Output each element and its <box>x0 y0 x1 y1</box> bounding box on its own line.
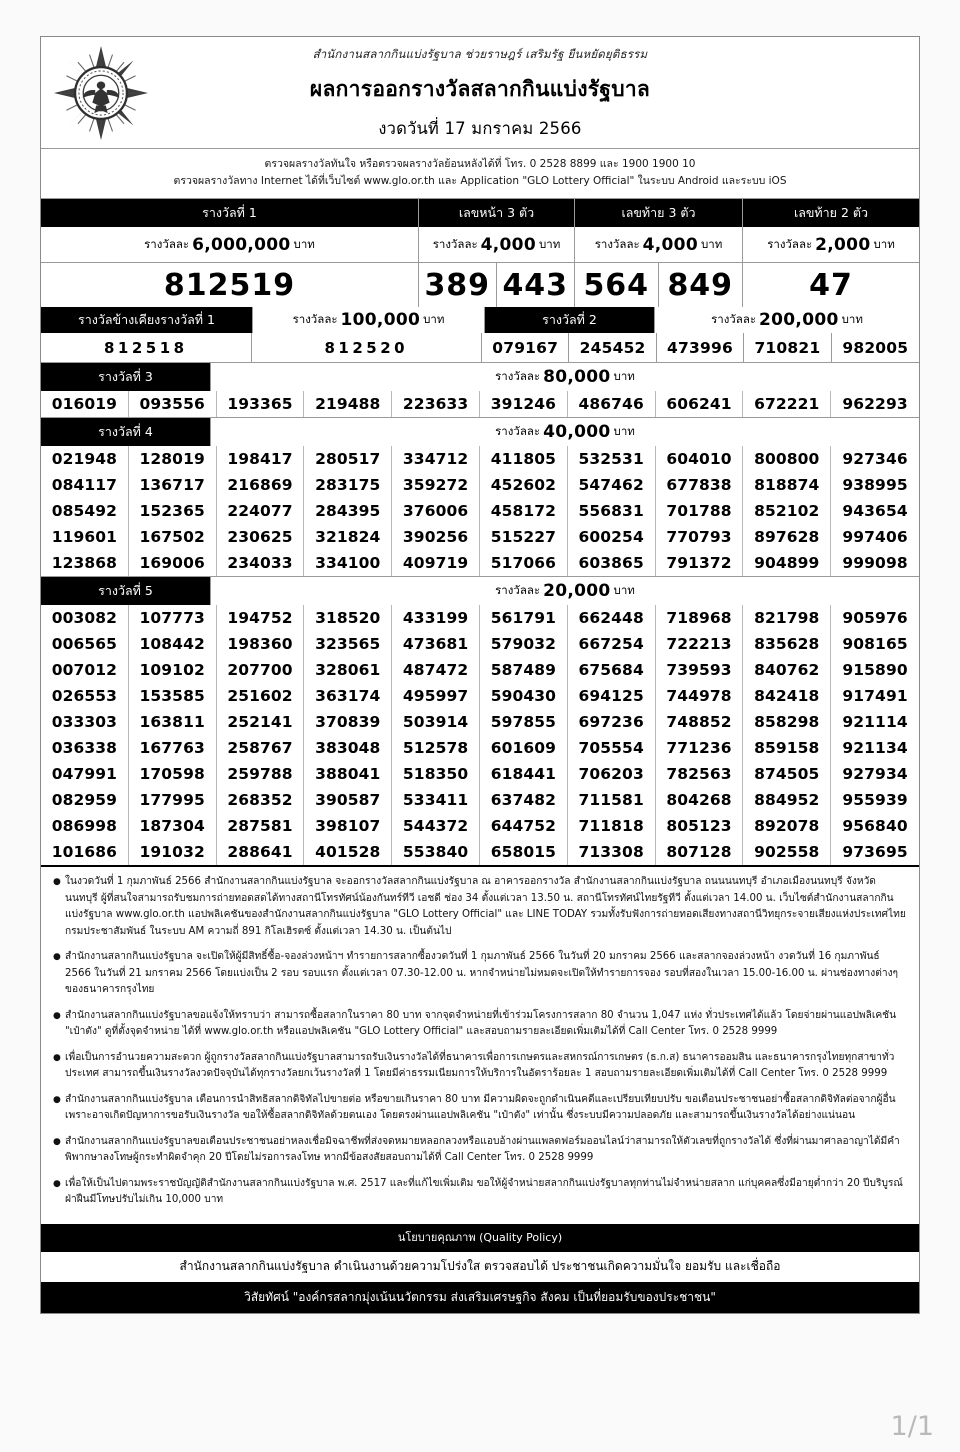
prize-number-cell: 136717 <box>129 472 217 498</box>
prize-number-cell: 579032 <box>480 631 568 657</box>
prize-number-cell: 677838 <box>656 472 744 498</box>
note-item <box>53 874 907 940</box>
note-item <box>53 949 907 999</box>
bullet-icon: ● <box>53 1010 61 1021</box>
last3-amount-suffix: บาท <box>700 236 723 251</box>
note-text: ในงวดวันที่ 1 กุมภาพันธ์ 2566 สำนักงานสลากกินแบ่งรัฐบาล จะออกรางวัลสลากกินแบ่งรัฐบาล ณ อาคารออกรางวัล สำนักงานสลากกินแบ่งรัฐบาล ถนนนนทบุรี อำเภอเมืองนนทบุรี จังหวัดนนทบุรี ผู้ที่สนใจสามารถรับชมการถ่ายทอดสดได้ทางสถานีโทรทัศน์น้องกันทร์ทีวี เอชดี ช่อง 34 ตั้งแต่เวลา 13.50 น. สถานีโทรทัศน์ไทยรัฐทีวี ตั้งแต่เวลา 14.00 น. เว็บไซต์สำนักงานสลากกินแบ่งรัฐบาล www.glo.or.th แอปพลิเคชันของสำนักงานสลากกินแบ่งรัฐบาล "GLO Lottery Official" และ LINE TODAY รวมทั้งรับฟังการถ่ายทอดเสียงทางสถานีวิทยุกระจายเสียงแห่งประเทศไทย กรมประชาสัมพันธ์ ในระบบ AM ความถี่ 891 กิโลเฮิรตซ์ ตั้งแต่เวลา 14.30 น. เป็นต้นไป <box>65 876 906 937</box>
prize-number-cell: 701788 <box>656 498 744 524</box>
prize-number-cell: 334712 <box>392 446 480 472</box>
prize-number-cell: 874505 <box>743 761 831 787</box>
lottery-result-sheet <box>40 36 920 1314</box>
prize-number-cell: 085492 <box>41 498 129 524</box>
contact-internet-line: ตรวจผลรางวัลทาง Internet ได้ที่เว็บไซต์ www.glo.or.th และ Application "GLO Lottery Official" ในระบบ Android และระบบ iOS <box>173 175 787 187</box>
top-band-header-row <box>41 199 919 227</box>
prize-number-cell: 884952 <box>743 787 831 813</box>
prize5-number-grid <box>41 605 919 865</box>
prize-number-cell: 318520 <box>304 605 392 631</box>
prize-number-cell: 288641 <box>217 839 305 865</box>
prize-number-cell: 858298 <box>743 709 831 735</box>
prize-number-cell: 770793 <box>656 524 744 550</box>
last2-amount-prefix: รางวัลละ <box>767 236 813 251</box>
prize-number-cell: 748852 <box>656 709 744 735</box>
prize-number-cell: 006565 <box>41 631 129 657</box>
prize-number-cell: 284395 <box>304 498 392 524</box>
prize5-amount <box>211 577 919 605</box>
prize-number-cell: 194752 <box>217 605 305 631</box>
prize-number-cell: 163811 <box>129 709 217 735</box>
prize1-header: รางวัลที่ 1 <box>41 199 419 227</box>
prize2-amount-suffix: บาท <box>841 312 863 326</box>
prize3-header-row <box>41 363 919 391</box>
note-text: สำนักงานสลากกินแบ่งรัฐบาลขอเตือนประชาชนอย่าหลงเชื่อมิจฉาชีพที่ส่งจดหมายหลอกลวงหรือแอบอ้างผ่านแพลตฟอร์มออนไลน์ว่าสามารถให้ตัวเลขที่ถูกรางวัลได้ ซึ่งที่ผ่านมาศาลอาญาได้มีคำพิพากษาลงโทษผู้กระทำผิดจำคุก 20 ปีโดยไม่รอการลงโทษ หากมีข้อสงสัยสอบถามได้ที่ Call Center โทร. 0 2528 9999 <box>65 1135 900 1163</box>
prize-number-cell: 662448 <box>568 605 656 631</box>
last3-numbers <box>575 263 743 307</box>
prize-number-cell: 223633 <box>392 391 480 417</box>
adjacent-amount-prefix: รางวัลละ <box>292 312 338 326</box>
prize5-header: รางวัลที่ 5 <box>41 577 211 605</box>
prize-number-cell: 452602 <box>480 472 568 498</box>
prize-number-cell: 905976 <box>842 609 908 627</box>
adjacent-prize2-number-row <box>41 333 919 363</box>
prize-number-cell: 999098 <box>842 554 908 572</box>
last3-header: เลขท้าย 3 ตัว <box>575 199 743 227</box>
prize-number-cell: 107773 <box>129 605 217 631</box>
prize-number-cell: 744978 <box>656 683 744 709</box>
prize-number-cell: 711818 <box>568 813 656 839</box>
prize2-number-4: 710821 <box>744 333 831 362</box>
prize-number-cell: 108442 <box>129 631 217 657</box>
prize-number-cell: 908165 <box>842 635 908 653</box>
prize-number-cell: 938995 <box>842 476 908 494</box>
top-band-amount-row <box>41 227 919 263</box>
prize-number-cell: 128019 <box>129 446 217 472</box>
adjacent-amount-suffix: บาท <box>423 312 445 326</box>
prize-number-cell: 219488 <box>304 391 392 417</box>
prize-number-cell: 370839 <box>304 709 392 735</box>
prize-number-cell: 518350 <box>392 761 480 787</box>
prize4-number-grid <box>41 446 919 577</box>
prize-number-cell: 390587 <box>304 787 392 813</box>
prize-number-cell: 667254 <box>568 631 656 657</box>
prize-number-cell: 917491 <box>842 687 908 705</box>
prize-number-cell: 167502 <box>129 524 217 550</box>
prize-number-cell: 672221 <box>743 391 831 417</box>
prize-number-cell: 718968 <box>656 605 744 631</box>
prize4-header: รางวัลที่ 4 <box>41 418 211 446</box>
prize-number-cell: 859158 <box>743 735 831 761</box>
prize-number-cell: 123868 <box>41 550 129 576</box>
front3-header: เลขหน้า 3 ตัว <box>419 199 575 227</box>
prize2-header: รางวัลที่ 2 <box>485 307 655 333</box>
page-number: 1/1 <box>890 1411 934 1442</box>
prize1-amount-value: 6,000,000 <box>192 234 291 255</box>
prize4-amount-suffix: บาท <box>613 424 635 438</box>
prize-number-cell: 821798 <box>743 605 831 631</box>
prize-number-cell: 597855 <box>480 709 568 735</box>
adjacent-amount <box>253 307 485 333</box>
prize-number-cell: 230625 <box>217 524 305 550</box>
prize-number-cell: 487472 <box>392 657 480 683</box>
prize-number-cell: 807128 <box>656 839 744 865</box>
last3-number-1: 564 <box>575 263 659 307</box>
prize-number-cell: 047991 <box>41 761 129 787</box>
prize-number-cell: 658015 <box>480 839 568 865</box>
prize-number-cell: 892078 <box>743 813 831 839</box>
note-item <box>53 1134 907 1167</box>
bullet-icon: ● <box>53 877 61 887</box>
prize1-amount-prefix: รางวัลละ <box>144 236 190 251</box>
prize-number-cell: 287581 <box>217 813 305 839</box>
prize-number-cell: 675684 <box>568 657 656 683</box>
prize-number-cell: 915890 <box>842 661 908 679</box>
prize-number-cell: 553840 <box>392 839 480 865</box>
prize-number-cell: 252141 <box>217 709 305 735</box>
prize-number-cell: 207700 <box>217 657 305 683</box>
prize-number-cell: 706203 <box>568 761 656 787</box>
prize-number-cell: 556831 <box>568 498 656 524</box>
adjacent-number-1: 812518 <box>41 333 252 362</box>
last3-amount <box>575 227 743 262</box>
front3-amount-prefix: รางวัลละ <box>432 236 478 251</box>
last2-amount-suffix: บาท <box>873 236 895 251</box>
prize-number-cell: 694125 <box>568 683 656 709</box>
prize-number-cell: 927346 <box>842 450 908 468</box>
prize-number-cell: 198360 <box>217 631 305 657</box>
prize-number-cell: 026553 <box>41 683 129 709</box>
prize-number-cell: 003082 <box>41 605 129 631</box>
bullet-icon: ● <box>53 952 61 962</box>
front3-number-2: 443 <box>497 263 575 307</box>
prize-number-cell: 167763 <box>129 735 217 761</box>
note-item <box>53 1050 907 1083</box>
bullet-icon: ● <box>53 1052 61 1063</box>
prize-number-cell: 191032 <box>129 839 217 865</box>
prize5-amount-prefix: รางวัลละ <box>495 583 541 597</box>
prize2-number-5: 982005 <box>832 333 919 362</box>
prize-number-cell: 618441 <box>480 761 568 787</box>
prize-number-cell: 033303 <box>41 709 129 735</box>
prize-number-cell: 473681 <box>392 631 480 657</box>
prize2-amount-value: 200,000 <box>759 310 839 330</box>
contact-phone-line: ตรวจผลรางวัลทันใจ หรือตรวจผลรางวัลย้อนหลังได้ที่ โทร. 0 2528 8899 และ 1900 1900 10 <box>264 158 696 170</box>
prize-number-cell: 376006 <box>392 498 480 524</box>
prize-number-cell: 902558 <box>743 839 831 865</box>
prize-number-cell: 109102 <box>129 657 217 683</box>
prize5-header-row <box>41 577 919 605</box>
prize3-amount-suffix: บาท <box>613 369 635 383</box>
prize-number-cell: 086998 <box>41 813 129 839</box>
prize-number-cell: 956840 <box>842 817 908 835</box>
last3-amount-prefix: รางวัลละ <box>594 236 640 251</box>
prize-number-cell: 016019 <box>41 391 129 417</box>
contact-info <box>41 149 919 199</box>
front3-numbers <box>419 263 575 307</box>
prize-number-cell: 962293 <box>842 395 908 413</box>
prize-number-cell: 590430 <box>480 683 568 709</box>
prize-number-cell: 216869 <box>217 472 305 498</box>
prize-number-cell: 187304 <box>129 813 217 839</box>
prize-number-cell: 705554 <box>568 735 656 761</box>
prize-number-cell: 280517 <box>304 446 392 472</box>
prize-number-cell: 943654 <box>842 502 908 520</box>
note-item <box>53 1008 907 1041</box>
adjacent-prize2-header-row <box>41 307 919 333</box>
prize-number-cell: 193365 <box>217 391 305 417</box>
prize-number-cell: 169006 <box>129 550 217 576</box>
vision-statement: วิสัยทัศน์ "องค์กรสลากมุ่งเน้นนวัตกรรม ส่งเสริมเศรษฐกิจ สังคม เป็นที่ยอมรับของประชาชน" <box>41 1283 919 1313</box>
prize-number-cell: 363174 <box>304 683 392 709</box>
note-item <box>53 1092 907 1125</box>
front3-number-1: 389 <box>419 263 497 307</box>
adjacent-amount-value: 100,000 <box>340 310 421 330</box>
announcement-notes <box>41 865 919 1224</box>
note-text: สำนักงานสลากกินแบ่งรัฐบาล จะเปิดให้ผู้มีสิทธิ์ซื้อ-จองล่วงหน้าฯ ทำรายการสลากซื้องวดวันที่ 1 กุมภาพันธ์ 2566 ในวันที่ 20 มกราคม 2566 และสลากจองล่วงหน้า งวดวันที่ 16 กุมภาพันธ์ 2566 ในวันที่ 21 มกราคม 2566 โดยแบ่งเป็น 2 รอบ รอบแรก ตั้งแต่เวลา 07.30-12.00 น. หากจำหน่ายไม่หมดจะเปิดให้ทำรายการจอง รอบที่สองในเวลา 15.00-16.00 น. ผ่านช่องทางต่างๆ ของธนาคารกรุงไทย <box>65 951 899 995</box>
prize-number-cell: 955939 <box>842 791 908 809</box>
prize-number-cell: 517066 <box>480 550 568 576</box>
prize-number-cell: 391246 <box>480 391 568 417</box>
adjacent-number-2: 812520 <box>252 333 482 362</box>
prize-number-cell: 805123 <box>656 813 744 839</box>
prize-number-cell: 532531 <box>568 446 656 472</box>
top-band-number-row <box>41 263 919 307</box>
last2-amount <box>743 227 919 262</box>
prize-number-cell: 927934 <box>842 765 908 783</box>
prize1-winning-number: 812519 <box>41 263 419 307</box>
prize-number-cell: 398107 <box>304 813 392 839</box>
prize2-number-1: 079167 <box>482 333 569 362</box>
prize-number-cell: 547462 <box>568 472 656 498</box>
page-title: ผลการออกรางวัลสลากกินแบ่งรัฐบาล <box>309 77 651 101</box>
prize-number-cell: 495997 <box>392 683 480 709</box>
prize4-amount-prefix: รางวัลละ <box>495 424 541 438</box>
bullet-icon: ● <box>53 1136 61 1147</box>
prize2-amount <box>655 307 919 333</box>
prize-number-cell: 321824 <box>304 524 392 550</box>
prize-number-cell: 007012 <box>41 657 129 683</box>
prize-number-cell: 921114 <box>842 713 908 731</box>
prize-number-cell: 800800 <box>743 446 831 472</box>
prize-number-cell: 503914 <box>392 709 480 735</box>
prize-number-cell: 036338 <box>41 735 129 761</box>
prize-number-cell: 587489 <box>480 657 568 683</box>
prize-number-cell: 224077 <box>217 498 305 524</box>
prize-number-cell: 101686 <box>41 839 129 865</box>
prize3-number-grid <box>41 391 919 418</box>
last3-amount-value: 4,000 <box>642 234 698 255</box>
prize1-amount <box>41 227 419 262</box>
prize-number-cell: 093556 <box>129 391 217 417</box>
last2-winning-number: 47 <box>743 263 919 307</box>
prize-number-cell: 084117 <box>41 472 129 498</box>
prize-number-cell: 334100 <box>304 550 392 576</box>
prize5-amount-suffix: บาท <box>613 583 635 597</box>
prize-number-cell: 997406 <box>842 528 908 546</box>
prize-number-cell: 897628 <box>743 524 831 550</box>
prize4-header-row <box>41 418 919 446</box>
prize-number-cell: 852102 <box>743 498 831 524</box>
last2-header: เลขท้าย 2 ตัว <box>743 199 919 227</box>
prize1-amount-suffix: บาท <box>293 236 315 251</box>
prize-number-cell: 458172 <box>480 498 568 524</box>
prize4-amount-value: 40,000 <box>543 422 611 442</box>
prize-number-cell: 401528 <box>304 839 392 865</box>
prize-number-cell: 782563 <box>656 761 744 787</box>
prize-number-cell: 390256 <box>392 524 480 550</box>
prize-number-cell: 533411 <box>392 787 480 813</box>
prize4-amount <box>211 418 919 446</box>
bullet-icon: ● <box>53 1094 61 1105</box>
prize-number-cell: 268352 <box>217 787 305 813</box>
prize-number-cell: 697236 <box>568 709 656 735</box>
note-text: สำนักงานสลากกินแบ่งรัฐบาล เตือนการนำสิทธิสลากดิจิทัลไปขายต่อ หรือขายเกินราคา 80 บาท มีความผิดจะถูกดำเนินคดีและเปรียบเทียบปรับ ขอเตือนประชาชนอย่าซื้อสลากดิจิทัลต่อจากผู้อื่นเพราะอาจเกิดปัญหาการขอรับเงินรางวัล ขอให้ซื้อสลากดิจิทัลด้วยตนเอง โดยตรงผ่านแอปพลิเคชัน "เป๋าตัง" เท่านั้น ซึ่งระบบมีความปลอดภัย และสามารถขึ้นเงินรางวัลได้อย่างแน่นอน <box>65 1093 896 1121</box>
document-header <box>41 37 919 149</box>
prize-number-cell: 258767 <box>217 735 305 761</box>
prize-number-cell: 152365 <box>129 498 217 524</box>
front3-amount-value: 4,000 <box>480 234 536 255</box>
prize-number-cell: 644752 <box>480 813 568 839</box>
bullet-icon: ● <box>53 1178 61 1189</box>
prize-number-cell: 411805 <box>480 446 568 472</box>
prize-number-cell: 153585 <box>129 683 217 709</box>
prize-number-cell: 234033 <box>217 550 305 576</box>
prize3-amount-prefix: รางวัลละ <box>495 369 541 383</box>
prize-number-cell: 283175 <box>304 472 392 498</box>
prize-number-cell: 383048 <box>304 735 392 761</box>
prize-number-cell: 359272 <box>392 472 480 498</box>
prize5-amount-value: 20,000 <box>543 581 611 601</box>
prize-number-cell: 328061 <box>304 657 392 683</box>
prize-number-cell: 739593 <box>656 657 744 683</box>
adjacent-header: รางวัลข้างเคียงรางวัลที่ 1 <box>41 307 253 333</box>
prize-number-cell: 198417 <box>217 446 305 472</box>
quality-policy-statement: สำนักงานสลากกินแบ่งรัฐบาล ดำเนินงานด้วยความโปร่งใส ตรวจสอบได้ ประชาชนเกิดความมั่นใจ ยอมรับ และเชื่อถือ <box>41 1251 919 1283</box>
note-text: เพื่อให้เป็นไปตามพระราชบัญญัติสำนักงานสลากกินแบ่งรัฐบาล พ.ศ. 2517 และที่แก้ไขเพิ่มเติม ขอให้ผู้จำหน่ายสลากกินแบ่งรัฐบาลทุกท่านไม่จำหน่ายสลาก แก่บุคคลซึ่งมีอายุต่ำกว่า 20 ปีบริบูรณ์ ฝ่าฝืนมีโทษปรับไม่เกิน 10,000 บาท <box>65 1177 903 1205</box>
prize-number-cell: 433199 <box>392 605 480 631</box>
prize-number-cell: 170598 <box>129 761 217 787</box>
prize-number-cell: 791372 <box>656 550 744 576</box>
prize-number-cell: 904899 <box>743 550 831 576</box>
prize-number-cell: 606241 <box>656 391 744 417</box>
prize-number-cell: 711581 <box>568 787 656 813</box>
prize-number-cell: 409719 <box>392 550 480 576</box>
prize-number-cell: 177995 <box>129 787 217 813</box>
note-item <box>53 1176 907 1209</box>
prize-number-cell: 840762 <box>743 657 831 683</box>
last3-number-2: 849 <box>659 263 743 307</box>
prize-number-cell: 561791 <box>480 605 568 631</box>
prize3-amount <box>211 363 919 391</box>
prize-number-cell: 835628 <box>743 631 831 657</box>
prize-number-cell: 021948 <box>41 446 129 472</box>
front3-amount-suffix: บาท <box>538 236 561 251</box>
prize-number-cell: 544372 <box>392 813 480 839</box>
prize-number-cell: 818874 <box>743 472 831 498</box>
prize-number-cell: 259788 <box>217 761 305 787</box>
prize3-amount-value: 80,000 <box>543 367 611 387</box>
note-text: สำนักงานสลากกินแบ่งรัฐบาลขอแจ้งให้ทราบว่า สามารถซื้อสลากในราคา 80 บาท จากจุดจำหน่ายที่เข้าร่วมโครงการสลาก 80 จำนวน 1,047 แห่ง ทั่วประเทศได้แล้ว โดยจ่ายผ่านแอปพลิเคชัน "เป๋าตัง" ดูที่ตั้งจุดจำหน่าย ได้ที่ www.glo.or.th หรือแอปพลิเคชัน "GLO Lottery Official" และสอบถามรายละเอียดเพิ่มเติมได้ที่ Call Center โทร. 0 2528 9999 <box>65 1009 897 1037</box>
last2-amount-value: 2,000 <box>815 234 871 255</box>
office-motto: สำนักงานสลากกินแบ่งรัฐบาล ช่วยราษฎร์ เสริมรัฐ ยืนหยัดยุติธรรม <box>312 47 648 61</box>
prize2-amount-prefix: รางวัลละ <box>711 312 757 326</box>
prize-number-cell: 388041 <box>304 761 392 787</box>
prize-number-cell: 804268 <box>656 787 744 813</box>
draw-date: งวดวันที่ 17 มกราคม 2566 <box>378 119 582 138</box>
note-text: เพื่อเป็นการอำนวยความสะดวก ผู้ถูกรางวัลสลากกินแบ่งรัฐบาลสามารถรับเงินรางวัลได้ที่ธนาคารเพื่อการเกษตรและสหกรณ์การเกษตร (ธ.ก.ส) ธนาคารออมสิน และธนาคารกรุงไทยทุกสาขาทั่วประเทศ สามารถขึ้นเงินรางวัลงวดปัจจุบันได้ทุกรางวัลยกเว้นรางวัลที่ 1 โดยมีค่าธรรมเนียมการให้บริการในอัตราร้อยละ 1 สอบถามรายละเอียดเพิ่มเติมได้ที่ Call Center โทร. 0 2528 9999 <box>65 1051 895 1079</box>
prize2-number-2: 245452 <box>569 333 656 362</box>
quality-policy-bar: นโยบายคุณภาพ (Quality Policy) <box>41 1224 919 1251</box>
prize-number-cell: 604010 <box>656 446 744 472</box>
prize-number-cell: 251602 <box>217 683 305 709</box>
prize3-header: รางวัลที่ 3 <box>41 363 211 391</box>
front3-amount <box>419 227 575 262</box>
prize-number-cell: 082959 <box>41 787 129 813</box>
prize-number-cell: 603865 <box>568 550 656 576</box>
prize-number-cell: 842418 <box>743 683 831 709</box>
prize-number-cell: 323565 <box>304 631 392 657</box>
prize-number-cell: 713308 <box>568 839 656 865</box>
prize-number-cell: 722213 <box>656 631 744 657</box>
prize-number-cell: 601609 <box>480 735 568 761</box>
prize-number-cell: 973695 <box>842 843 908 861</box>
prize-number-cell: 119601 <box>41 524 129 550</box>
prize-number-cell: 771236 <box>656 735 744 761</box>
prize-number-cell: 637482 <box>480 787 568 813</box>
prize-number-cell: 600254 <box>568 524 656 550</box>
prize-number-cell: 512578 <box>392 735 480 761</box>
prize-number-cell: 486746 <box>568 391 656 417</box>
prize-number-cell: 921134 <box>842 739 908 757</box>
government-lottery-office-emblem-icon <box>53 45 149 141</box>
prize-number-cell: 515227 <box>480 524 568 550</box>
prize2-number-3: 473996 <box>657 333 744 362</box>
